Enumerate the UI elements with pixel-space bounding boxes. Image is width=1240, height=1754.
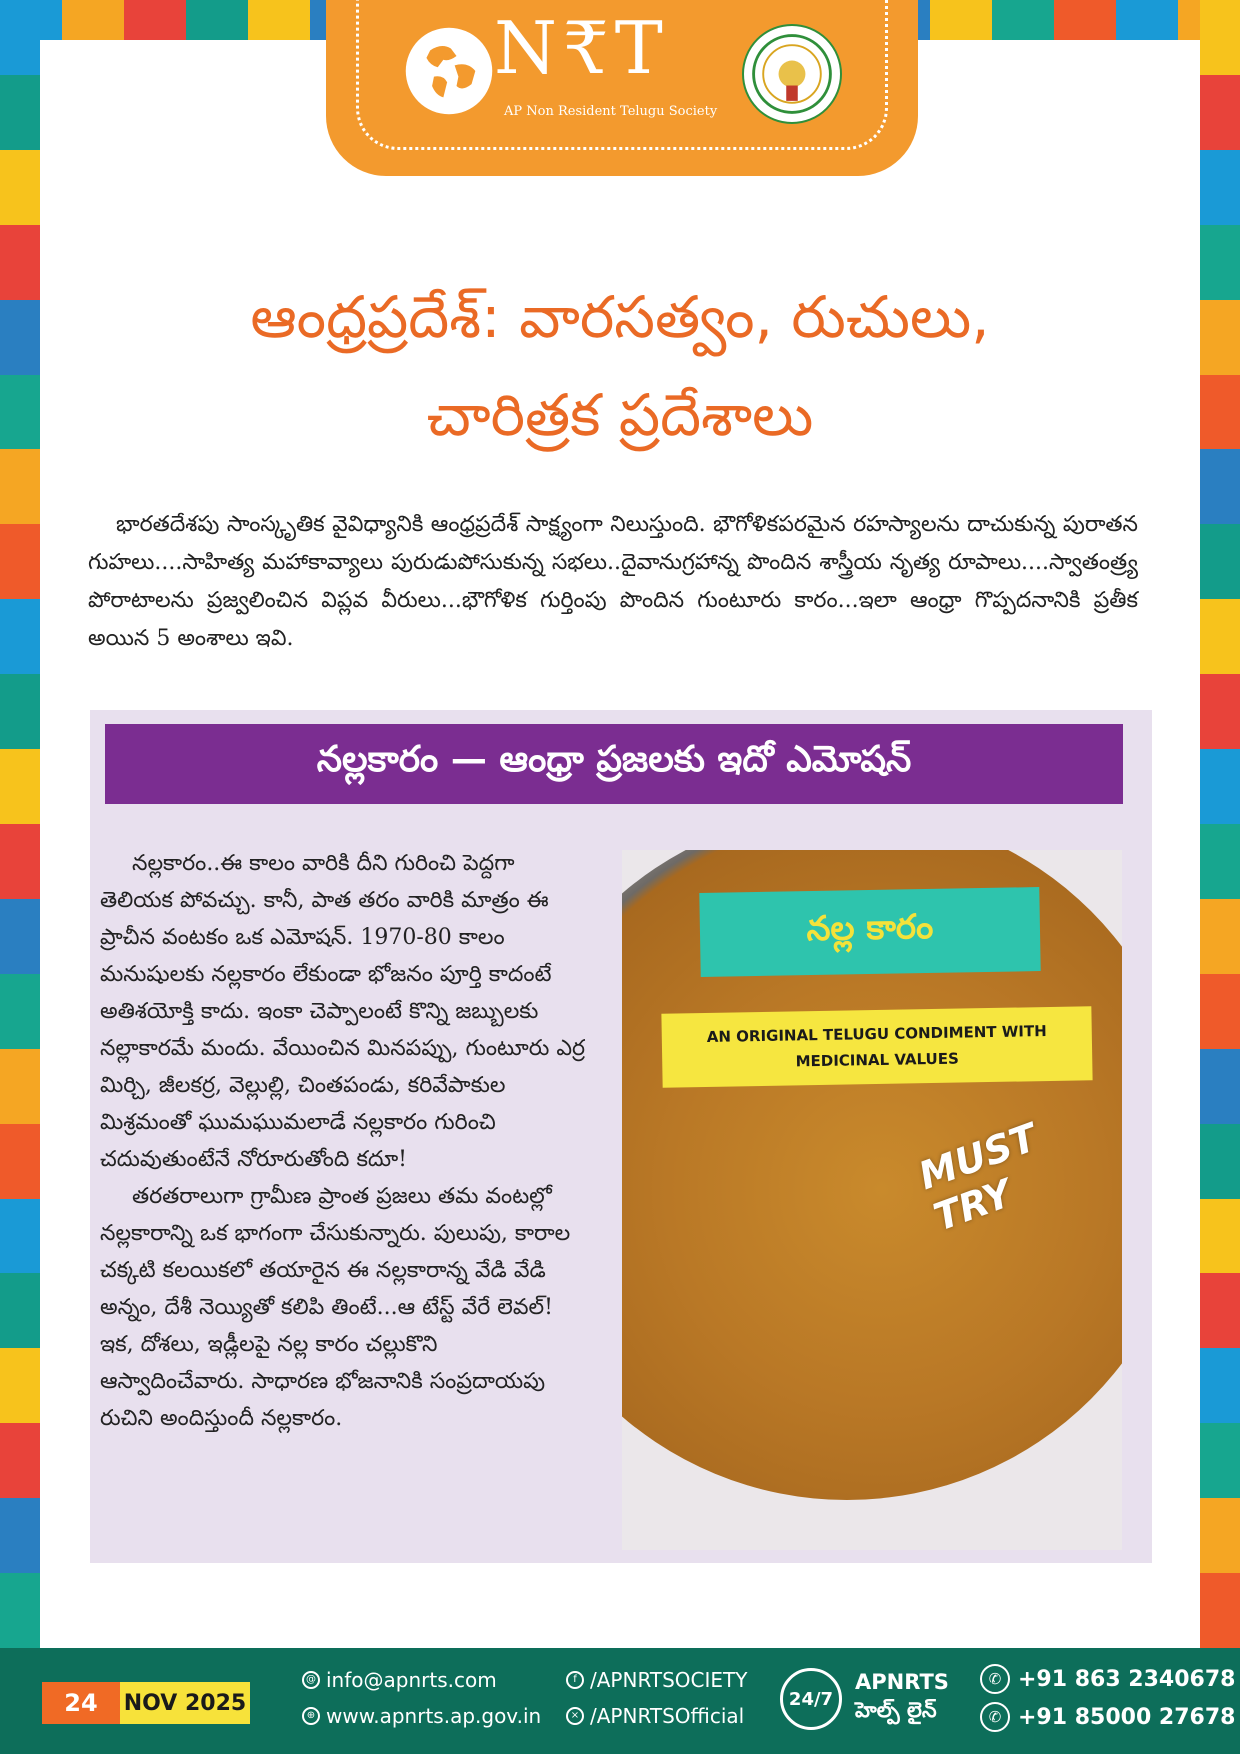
helpline-label (855, 1668, 949, 1724)
globe-small-icon: ⊕ (302, 1707, 320, 1725)
right-color-strip (1200, 0, 1240, 1648)
email-icon: @ (302, 1671, 320, 1689)
header-logo-tab (326, 0, 918, 176)
issue-date-badge: NOV 2025 (120, 1682, 250, 1724)
section-paragraph-1: నల్లకారం..ఈ కాలం వారికి దీని గురించి పెద్దగా తెలియక పోవచ్చు. కానీ, పాత తరం వారికి మాత్రం ఈ ప్రాచీన వంటకం ఒక ఎమోషన్‌. 1970-80 కాలం మనుషులకు నల్లకారం లేకుండా భోజనం పూర్తి కాదంటే అతిశయోక్తి కాదు. ఇంకా చెప్పాలంటే కొన్ని జబ్బులకు నల్లాకారమే మందు. వేయించిన మినపప్పు, గుంటూరు ఎర్ర మిర్చి, జీలకర్ర, వెల్లుల్లి, చింతపండు, కరివేపాకుల మిశ్రమంతో ఘుమఘుమలాడే నల్లకారం గురించి చదువుతుంటేనే నోరూరుతోంది కదూ! (100, 851, 586, 1172)
nallakaram-photo (622, 850, 1122, 1550)
left-color-strip (0, 0, 40, 1648)
must-try-sticker: MUST TRY (912, 1115, 1043, 1240)
facebook-icon: f (566, 1671, 584, 1689)
whatsapp-icon: ✆ (980, 1702, 1010, 1732)
phone-1-number: +91 863 2340678 (1018, 1666, 1236, 1692)
section-body (100, 845, 588, 1437)
footer-x[interactable] (566, 1704, 744, 1728)
phone-2[interactable] (980, 1702, 1235, 1732)
helpline-telugu: హెల్ప్‌ లైన్‌ (855, 1698, 937, 1722)
phone-icon: ✆ (980, 1664, 1010, 1694)
footer-email[interactable] (302, 1668, 497, 1692)
helpline-24x7-icon: 24/7 (780, 1668, 842, 1730)
ap-emblem-icon (742, 24, 842, 124)
photo-tag-label: నల్ల కారం (699, 887, 1040, 977)
footer-email-text: info@apnrts.com (326, 1668, 497, 1692)
helpline-name: APNRTS (855, 1670, 949, 1694)
section-heading: నల్లకారం — ఆంధ్రా ప్రజలకు ఇదో ఎమోషన్‌ (105, 724, 1123, 804)
logo-subtitle: AP Non Resident Telugu Society (504, 104, 718, 119)
footer-facebook-text: /APNRTSOCIETY (590, 1668, 748, 1692)
page-title (80, 268, 1160, 464)
footer-x-text: /APNRTSOfficial (590, 1704, 745, 1728)
phone-1[interactable] (980, 1664, 1235, 1694)
photo-banner: AN ORIGINAL TELUGU CONDIMENT WITH MEDICINAL VALUES (661, 1006, 1092, 1087)
footer-facebook[interactable] (566, 1668, 747, 1692)
title-line-1: ఆంధ్రప్రదేశ్‌: వారసత్వం, రుచులు, (250, 283, 990, 351)
intro-paragraph: భారతదేశపు సాంస్కృతిక వైవిధ్యానికి ఆంధ్రప్రదేశ్‌ సాక్ష్యంగా నిలుస్తుంది. భౌగోళికపరమైన రహస్యాలను దాచుకున్న పురాతన గుహలు....సాహిత్య మహాకావ్యాలు పురుడుపోసుకున్న సభలు..దైవానుగ్రహాన్న పొందిన శాస్త్రీయ నృత్య రూపాలు....స్వాతంత్ర్య పోరాటాలను ప్రజ్వలించిన విప్లవ వీరులు...భౌగోళిక గుర్తింపు పొందిన గుంటూరు కారం...ఇలా ఆంధ్రా గొప్పదనానికి ప్రతీక అయిన 5 అంశాలు ఇవి. (88, 512, 1138, 651)
footer-website[interactable] (302, 1704, 541, 1728)
x-icon: × (566, 1707, 584, 1725)
nrt-logo-text: N₹T (494, 6, 669, 90)
title-line-2: చారిత్రక ప్రదేశాలు (426, 381, 814, 449)
footer-website-text: www.apnrts.ap.gov.in (326, 1704, 542, 1728)
globe-icon (402, 24, 496, 118)
phone-2-number: +91 85000 27678 (1018, 1704, 1236, 1730)
section-paragraph-2: తరతరాలుగా గ్రామీణ ప్రాంత ప్రజలు తమ వంటల్లో నల్లకారాన్ని ఒక భాగంగా చేసుకున్నారు. పులుపు, కారాల చక్కటి కలయికలో తయారైన ఈ నల్లకారాన్న వేడి వేడి అన్నం, దేశీ నెయ్యితో కలిపి తింటే...ఆ టేస్ట్‌ వేరే లెవల్‌! ఇక, దోశలు, ఇడ్లీలపై నల్ల కారం చల్లుకొని ఆస్వాదించేవారు. సాధారణ భోజనానికి సంప్రదాయపు రుచిని అందిస్తుందీ నల్లకారం. (100, 1184, 571, 1431)
page-number-badge: 24 (42, 1682, 120, 1724)
